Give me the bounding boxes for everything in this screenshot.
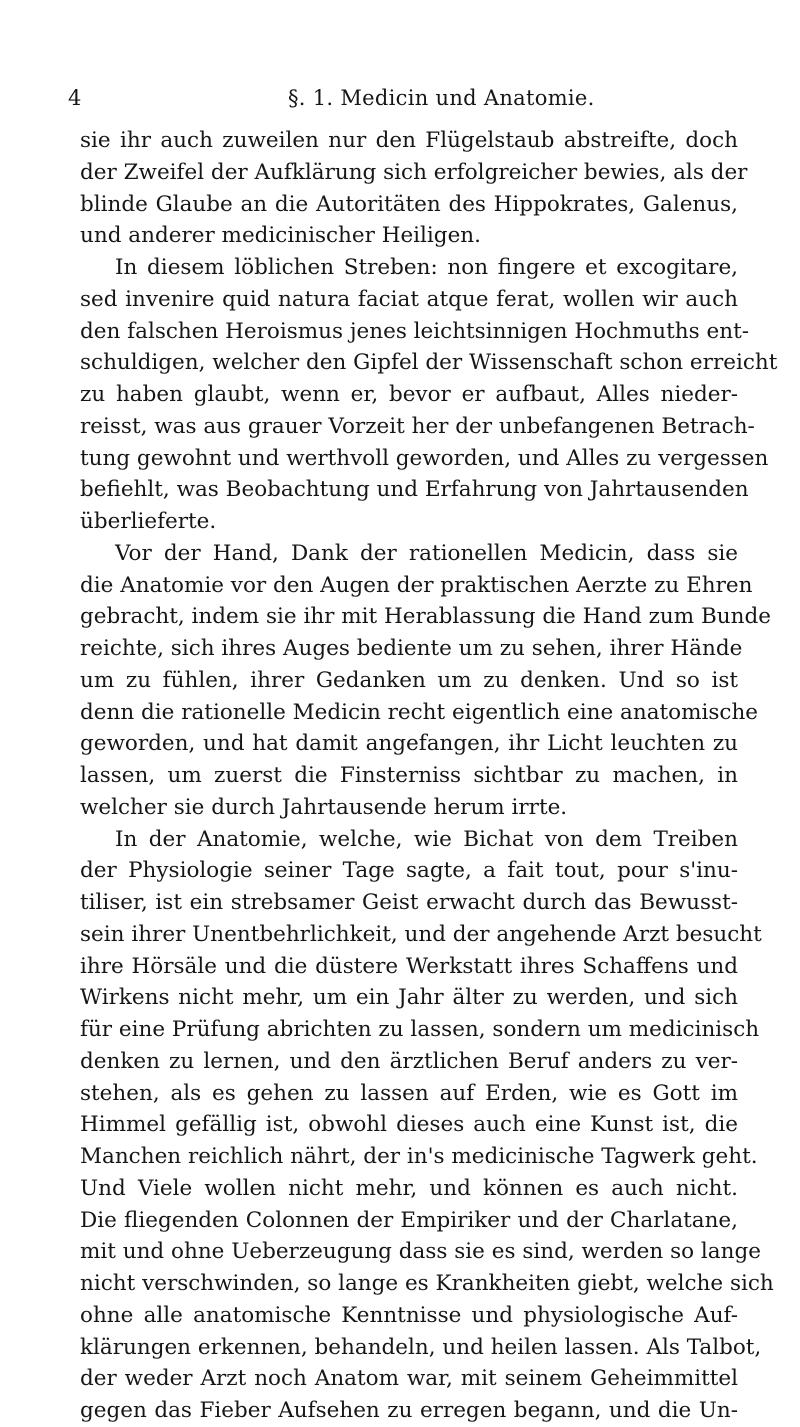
text-line: stehen, als es gehen zu lassen auf Erden, wie es Gott im: [80, 1080, 738, 1106]
text-line: ohne alle anatomische Kenntnisse und physiologische Auf-: [80, 1302, 738, 1328]
text-line: für eine Prüfung abrichten zu lassen, sondern um medicinisch: [80, 1017, 760, 1042]
text-line: reichte, sich ihres Auges bediente um zu sehen, ihrer Hände: [80, 636, 743, 661]
text-line: den falschen Heroismus jenes leichtsinnigen Hochmuths ent-: [80, 318, 749, 344]
page-header: [68, 86, 748, 116]
text-line: denn die rationelle Medicin recht eigentlich eine anatomische: [80, 699, 759, 725]
text-line: In diesem löblichen Streben: non fingere et excogitare,: [115, 255, 738, 280]
text-line: mit und ohne Ueberzeugung dass sie es sind, werden so lange: [80, 1239, 761, 1265]
text-line: Wirkens nicht mehr, um ein Jahr älter zu werden, und sich: [80, 985, 738, 1011]
text-line: schuldigen, welcher den Gipfel der Wissenschaft schon erreicht: [80, 350, 778, 376]
text-line: gebracht, indem sie ihr mit Herablassung die Hand zum Bunde: [80, 604, 771, 630]
text-line: der Physiologie seiner Tage sagte, a fait tout, pour s'inu-: [80, 858, 738, 884]
text-line: tiliser, ist ein strebsamer Geist erwacht durch das Bewusst-: [80, 890, 738, 915]
text-line: überlieferte.: [80, 509, 217, 534]
text-line: reisst, was aus grauer Vorzeit her der unbefangenen Betrach-: [80, 413, 755, 439]
text-line: und anderer medicinischer Heiligen.: [80, 223, 481, 249]
text-line: geworden, und hat damit angefangen, ihr Licht leuchten zu: [80, 731, 738, 757]
text-line: die Anatomie vor den Augen der praktischen Aerzte zu Ehren: [80, 572, 753, 598]
text-line: zu haben glaubt, wenn er, bevor er aufbaut, Alles nieder-: [80, 382, 738, 407]
running-head: §. 1. Medicin und Anatomie.: [288, 86, 595, 110]
text-line: ihre Hörsäle und die düstere Werkstatt ihres Schaffens und: [80, 953, 738, 979]
text-line: Himmel gefällig ist, obwohl dieses auch eine Kunst ist, die: [80, 1112, 738, 1138]
page-number: 4: [68, 86, 82, 110]
text-line: welcher sie durch Jahrtausende herum irrte.: [80, 794, 568, 820]
text-line: tung gewohnt und werthvoll geworden, und Alles zu vergessen: [80, 445, 769, 471]
text-line: In der Anatomie, welche, wie Bichat von dem Treiben: [115, 826, 738, 852]
text-line: Und Viele wollen nicht mehr, und können es auch nicht.: [80, 1175, 738, 1201]
text-line: Vor der Hand, Dank der rationellen Medicin, dass sie: [115, 540, 738, 566]
text-line: Manchen reichlich nährt, der in's medicinische Tagwerk geht.: [80, 1144, 758, 1169]
text-line: denken zu lernen, und den ärztlichen Beruf anders zu ver-: [80, 1048, 738, 1074]
text-line: Die fliegenden Colonnen der Empiriker und der Charlatane,: [80, 1207, 738, 1233]
text-line: gegen das Fieber Aufsehen zu erregen begann, und die Un-: [80, 1398, 738, 1423]
text-line: befiehlt, was Beobachtung und Erfahrung von Jahrtausenden: [80, 477, 749, 503]
text-line: der weder Arzt noch Anatom war, mit seinem Geheimmittel: [80, 1366, 738, 1392]
text-line: sed invenire quid natura faciat atque ferat, wollen wir auch: [80, 286, 738, 312]
text-line: klärungen erkennen, behandeln, und heilen lassen. Als Talbot,: [80, 1334, 762, 1360]
text-line: der Zweifel der Aufklärung sich erfolgreicher bewies, als der: [80, 159, 748, 185]
text-line: lassen, um zuerst die Finsterniss sichtbar zu machen, in: [80, 763, 738, 788]
text-line: sie ihr auch zuweilen nur den Flügelstaub abstreifte, doch: [80, 128, 738, 153]
text-line: blinde Glaube an die Autoritäten des Hippokrates, Galenus,: [80, 191, 738, 217]
text-line: sein ihrer Unentbehrlichkeit, und der angehende Arzt besucht: [80, 921, 762, 947]
text-line: nicht verschwinden, so lange es Krankheiten giebt, welche sich: [80, 1271, 774, 1296]
body-text: [80, 125, 778, 1427]
text-line: um zu fühlen, ihrer Gedanken um zu denken. Und so ist: [80, 667, 738, 693]
